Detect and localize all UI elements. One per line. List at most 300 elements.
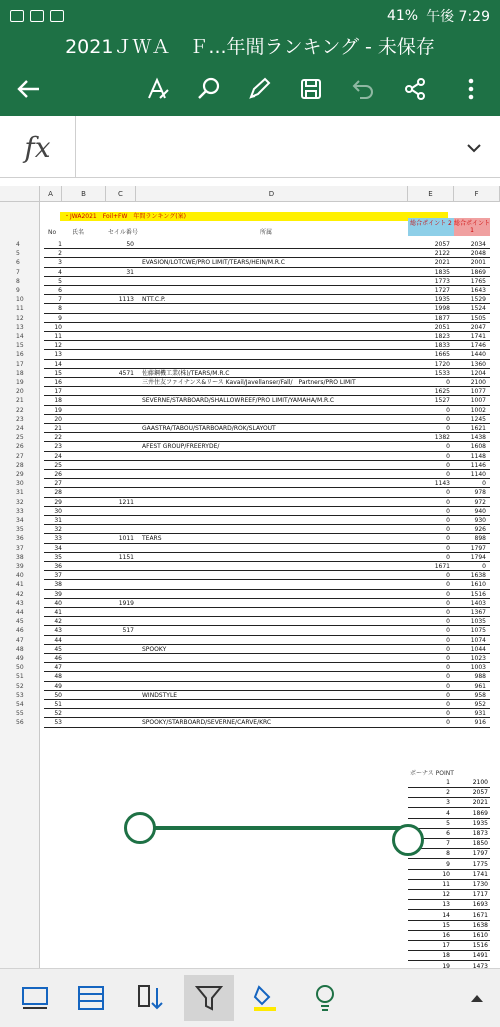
row-number: 13 — [16, 323, 24, 331]
cell-f: 940 — [474, 507, 486, 515]
cell-f: 1044 — [470, 645, 486, 653]
cell-f: 1794 — [470, 553, 486, 561]
row-number: 31 — [16, 489, 24, 497]
points-row[interactable] — [408, 880, 490, 890]
cell-no: 23 — [54, 443, 62, 451]
cell-f: 1746 — [470, 342, 486, 350]
points-value: 1775 — [472, 860, 488, 868]
points-rank: 4 — [446, 809, 450, 817]
sheet-banner[interactable]: ・JWA2021 Foil+FW 年間ランキング(案) — [60, 212, 448, 221]
column-f[interactable]: F — [454, 186, 500, 202]
select-all-corner[interactable] — [0, 186, 40, 202]
row-number: 56 — [16, 719, 24, 727]
cell-e: 1833 — [434, 342, 450, 350]
spreadsheet-grid[interactable] — [0, 178, 500, 968]
points-value: 1797 — [472, 850, 488, 858]
pen-icon[interactable] — [244, 74, 274, 104]
cell-sponsor: 三井住友ファイナンス&リース Kavail/Javellanser/Fall/ Partners/PRO LIMIT — [142, 379, 356, 386]
cell-sponsor: 佐藤鋼機工業(株)/TEARS/M.R.C — [142, 369, 230, 377]
cell-e: 1835 — [434, 268, 450, 276]
points-value: 1717 — [472, 891, 488, 899]
cell-sponsor: AFEST GROUP/FREERYDE/ — [142, 443, 220, 451]
cell-f: 1505 — [470, 314, 486, 322]
cell-no: 45 — [54, 645, 62, 653]
clock: 午後 7:29 — [426, 9, 490, 25]
points-row[interactable] — [408, 788, 490, 798]
cell-no: 40 — [54, 599, 62, 607]
cell-sponsor: TEARS — [142, 535, 162, 543]
cell-e: 0 — [446, 691, 450, 699]
points-rank: 19 — [442, 962, 450, 968]
cell-no: 7 — [58, 296, 62, 304]
points-value: 1473 — [472, 962, 488, 968]
cell-no: 24 — [54, 452, 62, 460]
text-format-icon[interactable] — [144, 74, 174, 104]
cell-sail: 1011 — [118, 535, 134, 543]
cell-f: 1621 — [470, 425, 486, 432]
cell-f: 0 — [482, 563, 486, 570]
cell-f: 1204 — [470, 369, 486, 377]
row-number: 33 — [16, 507, 24, 515]
points-value: 1671 — [472, 911, 488, 919]
cell-e: 0 — [446, 415, 450, 423]
row-number: 44 — [16, 609, 24, 616]
row-number: 40 — [16, 572, 24, 580]
cell-e: 0 — [446, 461, 450, 469]
fx-icon[interactable]: fx — [0, 116, 76, 178]
cell-e: 0 — [446, 618, 450, 626]
cell-no: 15 — [54, 369, 62, 377]
cell-e: 1877 — [434, 314, 450, 322]
cell-no: 49 — [54, 682, 62, 690]
battery-percent: 41% — [386, 8, 419, 24]
points-row[interactable] — [408, 921, 490, 931]
cell-e: 0 — [446, 471, 450, 478]
cell-no: 34 — [54, 544, 62, 552]
cell-e: 0 — [446, 590, 450, 598]
row-number: 20 — [16, 388, 24, 396]
row-number: 29 — [16, 471, 24, 478]
cell-f: 1023 — [470, 655, 486, 662]
header-no: No — [48, 229, 57, 236]
cell-e: 0 — [446, 636, 450, 644]
row-number: 14 — [16, 333, 24, 340]
cell-e: 1998 — [434, 305, 450, 313]
points-rank: 10 — [442, 870, 450, 878]
cell-f: 2100 — [470, 379, 486, 386]
cell-e: 1671 — [434, 563, 450, 570]
search-icon[interactable] — [194, 74, 224, 104]
row-number: 16 — [16, 351, 24, 359]
cell-f: 2001 — [470, 259, 486, 267]
column-a[interactable]: A — [40, 186, 62, 202]
row-number: 9 — [16, 287, 20, 294]
points-row[interactable] — [408, 849, 490, 859]
points-value: 2100 — [472, 779, 488, 786]
cell-no: 16 — [54, 379, 62, 386]
cell-e: 1625 — [434, 388, 450, 396]
row-number: 41 — [16, 581, 24, 589]
cell-f: 1643 — [470, 287, 486, 294]
row-number: 43 — [16, 599, 24, 607]
cell-no: 38 — [54, 581, 62, 589]
share-icon[interactable] — [400, 74, 430, 104]
cell-f: 952 — [474, 701, 486, 708]
row-number: 8 — [16, 277, 20, 285]
points-row[interactable] — [408, 778, 490, 788]
cell-e: 1533 — [434, 369, 450, 377]
cell-f: 1741 — [470, 333, 486, 340]
points-row[interactable] — [408, 798, 490, 808]
row-number: 46 — [16, 627, 24, 635]
cell-f: 1608 — [470, 443, 486, 451]
row-number: 6 — [16, 259, 20, 267]
cell-f: 1367 — [470, 609, 486, 616]
cell-no: 17 — [54, 388, 62, 396]
points-value: 2021 — [472, 799, 488, 807]
row-number: 23 — [16, 415, 24, 423]
cell-f: 972 — [474, 498, 486, 506]
system-indicators — [387, 6, 490, 26]
row-number: 24 — [16, 425, 24, 432]
cell-f: 898 — [474, 535, 486, 543]
cell-e: 0 — [446, 489, 450, 497]
points-value: 1610 — [472, 932, 488, 939]
header-f[interactable]: 総合ポイント 1 — [454, 220, 491, 234]
points-value: 1693 — [472, 901, 488, 909]
points-row[interactable] — [408, 870, 490, 880]
points-row[interactable] — [408, 900, 490, 910]
cell-no: 42 — [54, 618, 62, 626]
points-row[interactable] — [408, 911, 490, 921]
row-number: 47 — [16, 636, 24, 644]
cell-sponsor: GAASTRA/TABOU/STARBOARD/ROK/SLAYOUT — [142, 425, 276, 432]
cell-no: 44 — [54, 636, 62, 644]
cell-e: 1527 — [434, 397, 450, 405]
formula-input[interactable] — [86, 136, 446, 158]
points-row[interactable] — [408, 931, 490, 941]
cell-f: 2034 — [470, 241, 486, 248]
cell-e: 0 — [446, 645, 450, 653]
points-row[interactable] — [408, 809, 490, 819]
top-toolbar — [0, 62, 500, 116]
save-icon[interactable] — [296, 74, 326, 104]
cell-f: 1403 — [470, 599, 486, 607]
cell-no: 32 — [54, 526, 62, 534]
points-row[interactable] — [408, 941, 490, 951]
cell-f: 961 — [474, 682, 486, 690]
cell-f: 1438 — [470, 434, 486, 442]
points-value: 1638 — [472, 921, 488, 929]
cell-e: 0 — [446, 379, 450, 386]
cell-e: 0 — [446, 498, 450, 506]
row-number: 35 — [16, 526, 24, 534]
cell-sail: 1211 — [118, 498, 134, 506]
cell-f: 1524 — [470, 305, 486, 313]
cell-f: 1146 — [470, 461, 486, 469]
header-e[interactable]: 総合ポイント 2 — [408, 218, 454, 236]
cell-no: 31 — [54, 517, 62, 524]
cell-f: 1360 — [470, 360, 486, 368]
selection-handle-left[interactable] — [124, 812, 156, 844]
cell-no: 52 — [54, 710, 62, 718]
cell-no: 46 — [54, 655, 62, 662]
points-rank: 1 — [446, 779, 450, 786]
points-value: 1869 — [472, 809, 488, 817]
cell-e: 0 — [446, 535, 450, 543]
more-options-icon[interactable] — [456, 74, 486, 104]
lightbulb-icon[interactable] — [300, 975, 350, 1021]
row-number: 52 — [16, 682, 24, 690]
row-number: 18 — [16, 369, 24, 377]
cell-no: 47 — [54, 664, 62, 672]
cell-e: 2021 — [434, 259, 450, 267]
row-number: 5 — [16, 250, 20, 258]
cell-f: 1148 — [470, 452, 486, 460]
gallery-icon — [10, 10, 24, 22]
back-arrow-icon[interactable] — [14, 74, 44, 104]
cell-f: 1529 — [470, 296, 486, 304]
cell-e: 1773 — [434, 277, 450, 285]
row-number: 30 — [16, 480, 24, 488]
sort-icon[interactable] — [126, 975, 176, 1021]
column-b[interactable]: B — [62, 186, 106, 202]
cell-e: 0 — [446, 581, 450, 589]
cell-e: 0 — [446, 517, 450, 524]
cell-e: 0 — [446, 701, 450, 708]
row-number: 49 — [16, 655, 24, 662]
cell-f: 1002 — [470, 406, 486, 414]
cell-e: 0 — [446, 425, 450, 432]
cell-f: 1035 — [470, 618, 486, 626]
row-number: 50 — [16, 664, 24, 672]
cell-no: 43 — [54, 627, 62, 635]
cell-e: 0 — [446, 553, 450, 561]
row-border — [44, 727, 490, 728]
points-rank: 9 — [446, 860, 450, 868]
row-number: 51 — [16, 673, 24, 681]
column-header — [0, 186, 500, 202]
cell-e: 2051 — [434, 323, 450, 331]
cell-no: 36 — [54, 563, 62, 570]
cell-sail: 1919 — [118, 599, 134, 607]
header-name: 氏名 — [72, 229, 85, 236]
cell-e: 1935 — [434, 296, 450, 304]
cell-e: 1823 — [434, 333, 450, 340]
points-value: 1850 — [472, 840, 488, 848]
table-header-row[interactable] — [0, 228, 500, 237]
points-row[interactable] — [408, 890, 490, 900]
comment-icon[interactable] — [10, 975, 60, 1021]
points-value: 1873 — [472, 830, 488, 837]
cell-no: 11 — [54, 333, 62, 340]
cell-no: 28 — [54, 489, 62, 497]
cell-f: 1074 — [470, 636, 486, 644]
chevron-down-icon[interactable] — [466, 138, 482, 157]
column-e[interactable]: E — [408, 186, 454, 202]
cell-f: 1003 — [470, 664, 486, 672]
cell-f: 978 — [474, 489, 486, 497]
cell-f: 1245 — [470, 415, 486, 423]
row-number: 22 — [16, 406, 24, 414]
cell-f: 1765 — [470, 277, 486, 285]
android-icon — [50, 10, 64, 22]
row-number: 53 — [16, 691, 24, 699]
notification-icons — [10, 10, 64, 22]
cell-f: 930 — [474, 517, 486, 524]
cell-e: 0 — [446, 406, 450, 414]
cell-no: 30 — [54, 507, 62, 515]
cell-no: 53 — [54, 719, 62, 727]
points-rank: 13 — [442, 901, 450, 909]
cell-no: 35 — [54, 553, 62, 561]
cell-e: 1720 — [434, 360, 450, 368]
points-rank: 11 — [442, 881, 450, 888]
cell-no: 19 — [54, 406, 62, 414]
points-rank: 12 — [442, 891, 450, 899]
cell-no: 1 — [58, 241, 62, 248]
cell-f: 988 — [474, 673, 486, 681]
row-number: 55 — [16, 710, 24, 718]
points-rank: 2 — [446, 789, 450, 797]
cell-e: 2122 — [434, 250, 450, 258]
cell-no: 25 — [54, 461, 62, 469]
row-number: 27 — [16, 452, 24, 460]
points-rank: 15 — [442, 921, 450, 929]
row-number: 19 — [16, 379, 24, 386]
points-rank: 7 — [446, 840, 450, 848]
cell-e: 0 — [446, 609, 450, 616]
points-value: 1491 — [472, 952, 488, 960]
row-number: 10 — [16, 296, 24, 304]
row-number: 12 — [16, 314, 24, 322]
row-number: 4 — [16, 241, 20, 248]
points-rank: 3 — [446, 799, 450, 807]
column-c[interactable]: C — [106, 186, 136, 202]
cell-no: 12 — [54, 342, 62, 350]
cell-sail: 31 — [126, 268, 134, 276]
selection-handle-right[interactable] — [392, 824, 424, 856]
points-value: 1935 — [472, 819, 488, 827]
fill-color-icon[interactable] — [240, 975, 290, 1021]
cell-e: 0 — [446, 526, 450, 534]
cell-f: 2047 — [470, 323, 486, 331]
header-sail: セイル番号 — [108, 229, 138, 236]
cell-e: 0 — [446, 673, 450, 681]
cell-sail: 517 — [122, 627, 134, 635]
row-number: 39 — [16, 563, 24, 570]
cell-no: 39 — [54, 590, 62, 598]
row-number: 11 — [16, 305, 24, 313]
bottom-toolbar — [0, 968, 500, 1027]
cell-f: 1869 — [470, 268, 486, 276]
cell-sponsor: WINDSTYLE — [142, 691, 178, 699]
cell-no: 50 — [54, 691, 62, 699]
cell-no: 26 — [54, 471, 62, 478]
points-rank: 6 — [446, 830, 450, 837]
cell-sail: 4571 — [118, 369, 134, 377]
points-row[interactable] — [408, 860, 490, 870]
expand-up-icon[interactable] — [452, 975, 500, 1021]
cell-e: 0 — [446, 719, 450, 727]
row-number: 28 — [16, 461, 24, 469]
cell-f: 1077 — [470, 388, 486, 396]
row-number: 34 — [16, 517, 24, 524]
cell-e: 0 — [446, 710, 450, 718]
document-title: 2021ＪＷＡ Ｆ...年間ランキング - 未保存 — [0, 32, 500, 62]
formula-bar — [0, 116, 500, 178]
cell-sponsor: SPOOKY — [142, 645, 167, 653]
points-value: 1741 — [472, 870, 488, 878]
cell-no: 5 — [58, 277, 62, 285]
points-rank: 5 — [446, 819, 450, 827]
cell-e: 0 — [446, 599, 450, 607]
cell-f: 1140 — [470, 471, 486, 478]
cell-no: 29 — [54, 498, 62, 506]
points-row[interactable] — [408, 819, 490, 829]
cell-sponsor: EVASION/LOTCWE/PRO LIMIT/TEARS/HEIN/M.R.C — [142, 259, 285, 267]
cell-e: 0 — [446, 664, 450, 672]
row-number: 26 — [16, 443, 24, 451]
cell-f: 0 — [482, 480, 486, 488]
row-number: 37 — [16, 544, 24, 552]
cell-f: 931 — [474, 710, 486, 718]
points-row[interactable] — [408, 951, 490, 961]
cell-no: 2 — [58, 250, 62, 258]
cell-f: 1075 — [470, 627, 486, 635]
filter-icon[interactable] — [184, 975, 234, 1021]
cell-e: 0 — [446, 572, 450, 580]
cell-no: 22 — [54, 434, 62, 442]
cell-e: 1382 — [434, 434, 450, 442]
cell-sponsor: NTT.C.P. — [142, 296, 166, 304]
cell-e: 0 — [446, 507, 450, 515]
points-value: 2057 — [472, 789, 488, 797]
undo-icon[interactable] — [348, 74, 378, 104]
row-number: 32 — [16, 498, 24, 506]
row-number: 45 — [16, 618, 24, 626]
points-rank: 18 — [442, 952, 450, 960]
sheet-list-icon[interactable] — [66, 975, 116, 1021]
cell-sail: 50 — [126, 241, 134, 248]
cell-f: 1516 — [470, 590, 486, 598]
cell-e: 0 — [446, 452, 450, 460]
row-number: 36 — [16, 535, 24, 543]
header-sponsor: 所属 — [260, 229, 273, 236]
cell-no: 51 — [54, 701, 62, 708]
cell-e: 0 — [446, 443, 450, 451]
cell-e: 2057 — [434, 241, 450, 248]
selection-range — [142, 826, 408, 830]
column-d[interactable]: D — [136, 186, 408, 202]
row-number: 25 — [16, 434, 24, 442]
cell-no: 27 — [54, 480, 62, 488]
points-value: 1516 — [472, 942, 488, 950]
cell-no: 3 — [58, 259, 62, 267]
cell-sponsor: SEVERNE/STARBOARD/SHALLOWREEF/PRO LIMIT/YAMAHA/M.R.C — [142, 397, 335, 405]
cell-no: 10 — [54, 323, 62, 331]
row-number: 42 — [16, 590, 24, 598]
row-number: 17 — [16, 360, 24, 368]
cell-no: 9 — [58, 314, 62, 322]
cell-no: 14 — [54, 360, 62, 368]
cell-e: 0 — [446, 544, 450, 552]
cell-no: 6 — [58, 287, 62, 294]
points-value: 1730 — [472, 881, 488, 888]
points-rank: 14 — [442, 911, 450, 919]
points-rank: 16 — [442, 932, 450, 939]
cell-f: 1007 — [470, 397, 486, 405]
